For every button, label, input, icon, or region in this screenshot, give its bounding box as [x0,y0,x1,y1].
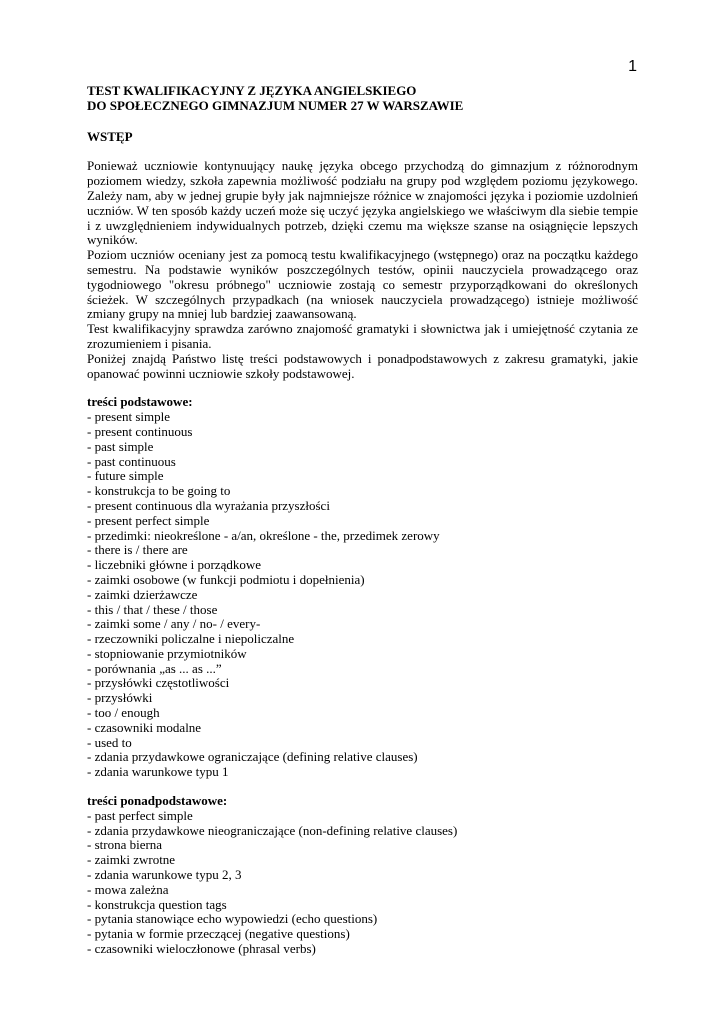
list-item: - liczebniki główne i porządkowe [87,557,261,573]
list-item: - present perfect simple [87,512,210,528]
list-item: - past perfect simple [87,807,193,823]
list-item: - zaimki dzierżawcze [87,586,198,602]
list-item: - present continuous dla wyrażania przyszłości [87,497,330,513]
list-item: - czasowniki wieloczłonowe (phrasal verbs) [87,941,316,957]
list-item: - przedimki: nieokreślone - a/an, określone - the, przedimek zerowy [87,527,440,543]
list-item: - there is / there are [87,542,188,558]
list-item: - pytania w formie przeczącej (negative questions) [87,926,350,942]
advanced-topics-heading: treści ponadpodstawowe: [87,793,228,809]
list-item: - too / enough [87,705,160,721]
list-item: - czasowniki modalne [87,719,202,735]
list-item: - stopniowanie przymiotników [87,645,247,661]
list-item: - present continuous [87,423,193,439]
list-item: - pytania stanowiące echo wypowiedzi (echo questions) [87,911,378,927]
section-heading: WSTĘP [87,128,133,144]
list-item: - rzeczowniki policzalne i niepoliczalne [87,631,295,647]
intro-paragraph: Ponieważ uczniowie kontynuujący naukę języka obcego przychodzą do gimnazjum z różnorodnym poziomem wiedzy, szkoła zapewnia możliwość podziału na grupy pod względem poziomu językowego. Zależy nam, aby w jednej grupie były jak najmniejsze różnice w znajomości języka i poziomie uzdolnień uczniów. W ten sposób każdy uczeń może się uczyć języka angielskiego we właściwym dla siebie tempie i z uwzględnieniem indywidualnych potrzeb, dzięki czemu ma większe szanse na osiągnięcie lepszych wyników. [87,158,638,248]
basic-topics-list [87,410,638,780]
list-item: - future simple [87,468,164,484]
document-title-line-2: DO SPOŁECZNEGO GIMNAZJUM NUMER 27 W WARSZAWIE [87,97,464,113]
list-item: - konstrukcja question tags [87,896,227,912]
list-item: - zaimki zwrotne [87,852,176,868]
list-item: - zaimki osobowe (w funkcji podmiotu i dopełnienia) [87,571,365,587]
list-item: - zdania warunkowe typu 1 [87,764,229,780]
list-item: - present simple [87,409,171,425]
intro-text [87,159,638,381]
list-item: - porównania „as ... as ...” [87,660,222,676]
document-title-line-1: TEST KWALIFIKACYJNY Z JĘZYKA ANGIELSKIEGO [87,83,417,98]
intro-paragraph: Test kwalifikacyjny sprawdza zarówno znajomość gramatyki i słownictwa jak i umiejętność czytania ze zrozumieniem i pisania. [87,321,638,351]
list-item: - konstrukcja to be going to [87,483,231,499]
page-number: 1 [628,58,637,75]
list-item: - zdania warunkowe typu 2, 3 [87,867,242,883]
intro-paragraph: Poniżej znajdą Państwo listę treści podstawowych i ponadpodstawowych z zakresu gramatyki, jakie opanować powinni uczniowie szkoły podstawowej. [87,350,638,381]
list-item: - przysłówki [87,690,153,706]
list-item: - past simple [87,438,154,454]
list-item: - zdania przydawkowe nieograniczające (non-defining relative clauses) [87,822,458,838]
list-item: - this / that / these / those [87,601,218,617]
list-item: - zaimki some / any / no- / every- [87,616,261,632]
intro-paragraph: Poziom uczniów oceniany jest za pomocą testu kwalifikacyjnego (wstępnego) oraz na początku każdego semestru. Na podstawie wyników poszczególnych testów, opinii nauczyciela prowadzącego oraz tygodniowego "okresu próbnego" uczniowie zostają co semestr przyporządkowani do określonych ścieżek. W szczególnych przypadkach (na wniosek nauczyciela prowadzącego) istnieje możliwość zmiany grupy na mniej lub bardziej zaawansowaną. [87,247,638,322]
list-item: - strona bierna [87,837,163,853]
list-item: - past continuous [87,453,176,469]
list-item: - przysłówki częstotliwości [87,675,230,691]
basic-topics-heading: treści podstawowe: [87,394,193,410]
advanced-topics-list [87,809,638,957]
list-item: - zdania przydawkowe ograniczające (defining relative clauses) [87,749,418,765]
document-body [87,84,638,957]
list-item: - used to [87,734,132,750]
list-item: - mowa zależna [87,881,169,897]
